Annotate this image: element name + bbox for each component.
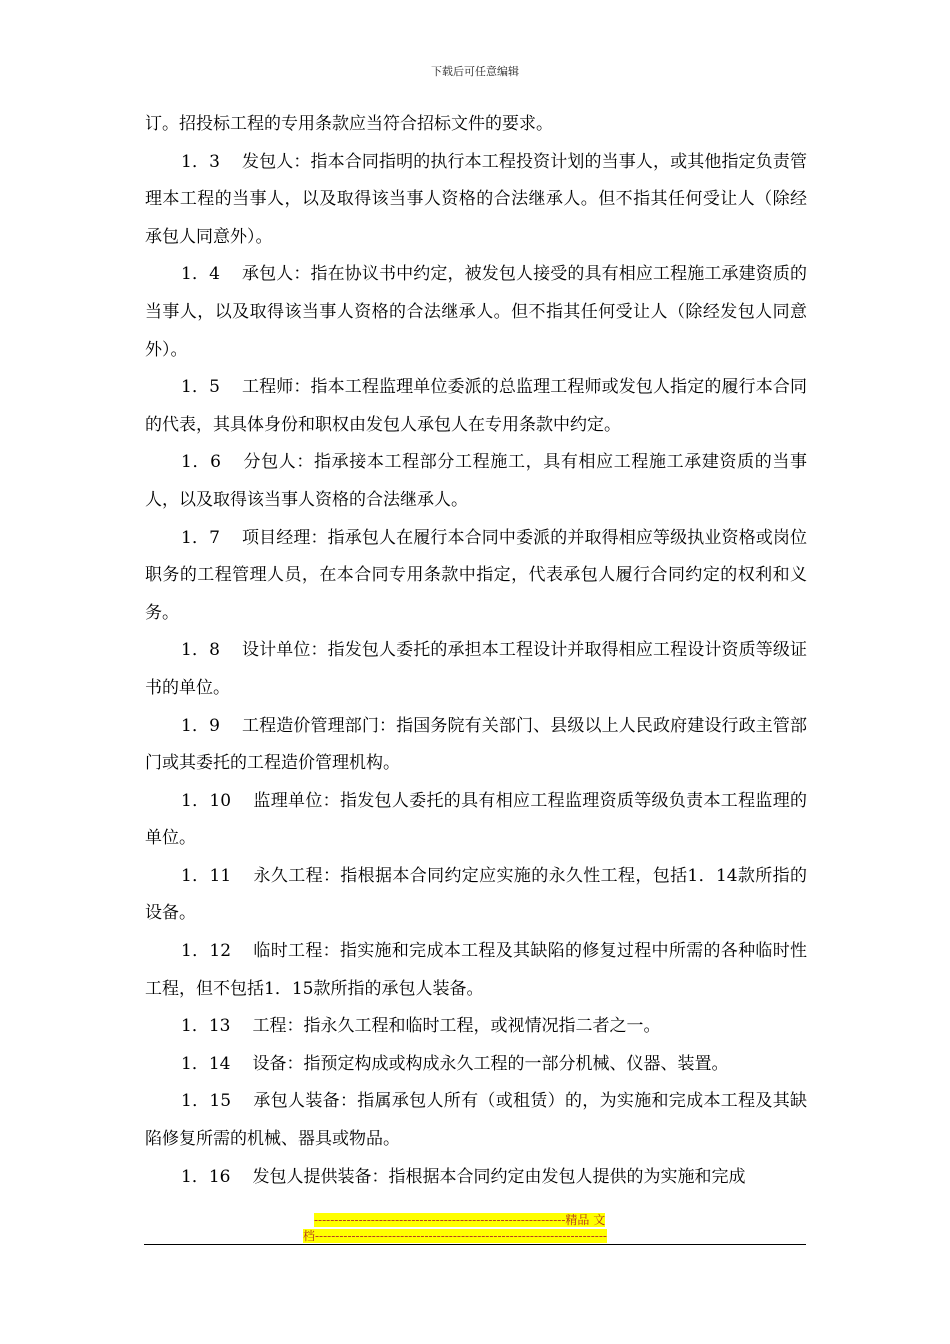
clause-text: 设计单位：指发包人委托的承担本工程设计并取得相应工程设计资质等级证书的单位。: [145, 640, 807, 698]
clause-1-16: [145, 1159, 807, 1197]
clause-text: 承包人装备：指属承包人所有（或租赁）的，为实施和完成本工程及其缺陷修复所需的机械、器具或物品。: [145, 1091, 808, 1150]
clause-1-4: [145, 256, 807, 369]
clause-number: 1．10: [181, 790, 232, 811]
clause-number: 1．8: [181, 640, 220, 661]
clause-text: 设备：指预定构成或构成永久工程的一部分机械、仪器、装置。: [252, 1053, 729, 1074]
clause-text: 工程造价管理部门：指国务院有关部门、县级以上人民政府建设行政主管部门或其委托的工程造价管理机构。: [145, 715, 807, 774]
clause-text: 工程：指永久工程和临时工程，或视情况指二者之一。: [252, 1016, 661, 1037]
document-body: [145, 106, 807, 1196]
clause-1-7: [145, 520, 807, 633]
clause-text: 分包人：指承接本工程部分工程施工，具有相应工程施工承建资质的当事人，以及取得该当事人资格的合法继承人。: [145, 452, 807, 510]
header-text: 下载后可任意编辑: [431, 65, 519, 78]
paragraph-text: 订。招投标工程的专用条款应当符合招标文件的要求。: [145, 114, 553, 134]
page-header: [0, 64, 950, 80]
clause-1-13: [145, 1008, 807, 1046]
footer-watermark-line1: --------------------------------------------------------------精品 文: [314, 1213, 606, 1227]
clause-1-15: [145, 1083, 807, 1158]
clause-1-12: [145, 933, 807, 1008]
clause-number: 1．5: [181, 377, 220, 398]
clause-number: 1．11: [181, 865, 232, 886]
clause-1-3: [145, 144, 807, 257]
clause-number: 1．4: [181, 264, 220, 285]
clause-text: 永久工程：指根据本合同约定应实施的永久性工程，包括1．14款所指的设备。: [145, 865, 808, 924]
clause-1-10: [145, 783, 807, 858]
clause-number: 1．13: [181, 1016, 231, 1037]
clause-number: 1．3: [181, 151, 220, 172]
clause-number: 1．15: [181, 1091, 232, 1112]
clause-text: 项目经理：指承包人在履行本合同中委派的并取得相应等级执业资格或岗位职务的工程管理人员，在本合同专用条款中指定，代表承包人履行合同约定的权利和义务。: [145, 527, 807, 623]
clause-text: 监理单位：指发包人委托的具有相应工程监理资质等级负责本工程监理的单位。: [145, 790, 808, 849]
clause-text: 工程师：指本工程监理单位委派的总监理工程师或发包人指定的履行本合同的代表，其具体身份和职权由发包人承包人在专用条款中约定。: [145, 377, 807, 435]
footer-watermark-line2: 档------------------------------------------------------------------------: [303, 1229, 607, 1243]
clause-1-6: [145, 444, 807, 519]
clause-text: 临时工程：指实施和完成本工程及其缺陷的修复过程中所需的各种临时性工程，但不包括1．15款所指的承包人装备。: [145, 941, 808, 999]
clause-number: 1．7: [181, 527, 220, 548]
clause-1-5: [145, 369, 807, 444]
paragraph-continuation: [145, 106, 807, 144]
clause-1-8: [145, 632, 807, 707]
clause-number: 1．14: [181, 1053, 231, 1074]
clause-1-9: [145, 708, 807, 783]
clause-1-11: [145, 858, 807, 933]
clause-text: 发包人：指本合同指明的执行本工程投资计划的当事人，或其他指定负责管理本工程的当事人，以及取得该当事人资格的合法继承人。但不指其任何受让人（除经承包人同意外）。: [145, 151, 807, 247]
clause-number: 1．6: [181, 452, 221, 473]
clause-text: 发包人提供装备：指根据本合同约定由发包人提供的为实施和完成: [252, 1166, 746, 1187]
footer-divider: [144, 1244, 806, 1245]
clause-number: 1．9: [181, 715, 220, 736]
clause-number: 1．12: [181, 941, 232, 962]
clause-1-14: [145, 1046, 807, 1084]
clause-text: 承包人：指在协议书中约定，被发包人接受的具有相应工程施工承建资质的当事人，以及取得该当事人资格的合法继承人。但不指其任何受让人（除经发包人同意外）。: [145, 264, 807, 360]
footer-watermark: [303, 1212, 653, 1244]
clause-number: 1．16: [181, 1166, 231, 1187]
